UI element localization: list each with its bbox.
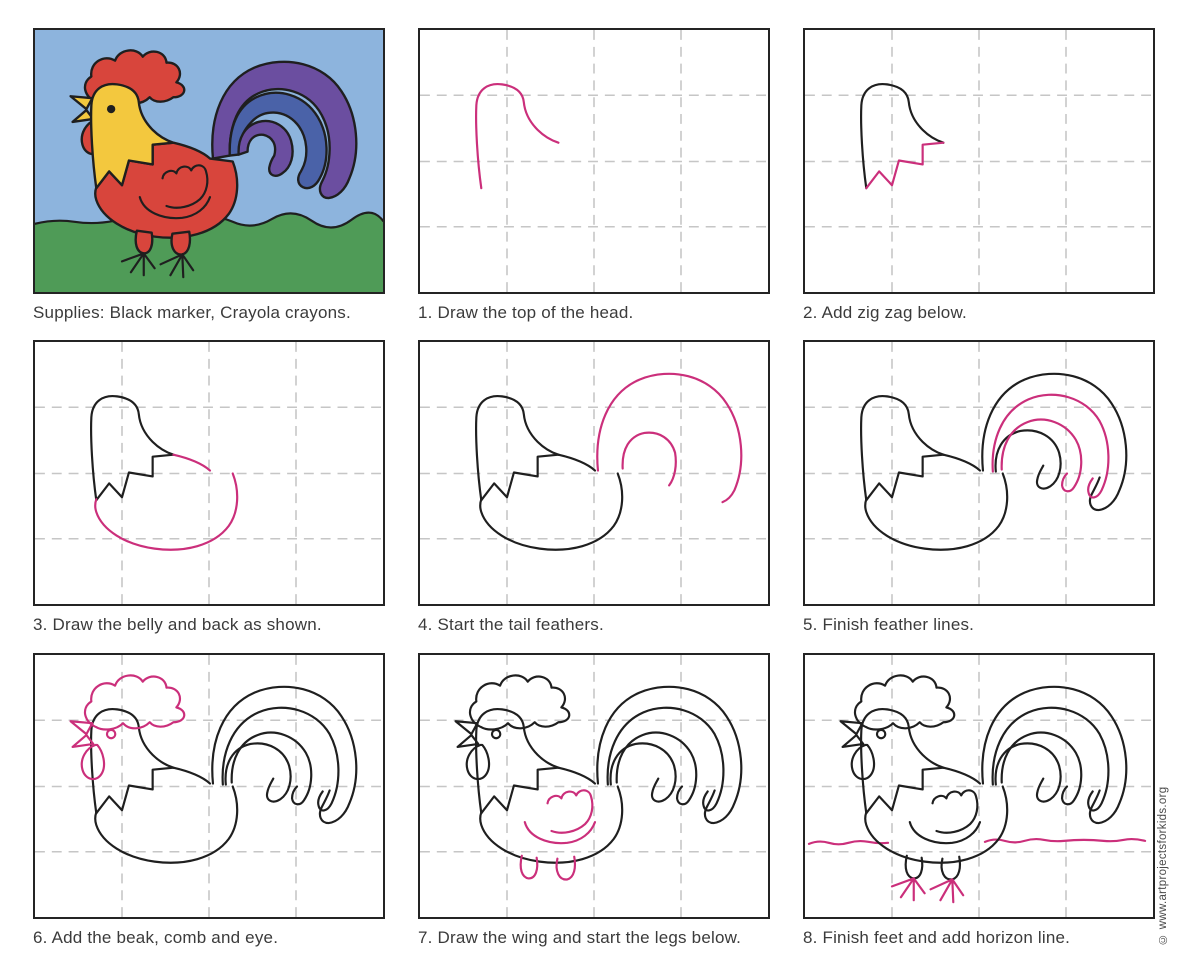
step-panel <box>803 340 1155 606</box>
step-panel <box>418 28 770 294</box>
caption-step-4: 4. Start the tail feathers. <box>418 615 604 635</box>
caption-step-3: 3. Draw the belly and back as shown. <box>33 615 322 635</box>
panel-step-2 <box>803 28 1155 323</box>
colored-example-panel <box>33 28 385 294</box>
caption-step-7: 7. Draw the wing and start the legs below. <box>418 927 742 947</box>
panel-step-1 <box>418 28 770 323</box>
caption-supplies: Supplies: Black marker, Crayola crayons. <box>33 303 351 322</box>
panel-step-7 <box>418 653 770 948</box>
step-6-drawing <box>35 655 383 917</box>
caption-step-1: 1. Draw the top of the head. <box>418 303 634 322</box>
caption-step-8: 8. Finish feet and add horizon line. <box>803 927 1071 947</box>
step-panel <box>418 340 770 606</box>
panel-supplies <box>33 28 385 323</box>
step-panel <box>803 653 1155 919</box>
step-panel <box>803 28 1155 294</box>
panel-step-4 <box>418 340 770 635</box>
copyright-watermark: © www.artprojectsforkids.org <box>1157 786 1169 945</box>
step-7-drawing <box>420 655 768 917</box>
step-panel <box>33 340 385 606</box>
panel-step-8 <box>803 653 1155 948</box>
step-panel <box>418 653 770 919</box>
panel-step-3 <box>33 340 385 635</box>
caption-step-6: 6. Add the beak, comb and eye. <box>33 927 279 947</box>
panel-step-6 <box>33 653 385 948</box>
step-panel <box>33 653 385 919</box>
step-1-drawing <box>420 30 768 292</box>
step-2-drawing <box>805 30 1153 292</box>
caption-step-2: 2. Add zig zag below. <box>803 303 967 322</box>
step-4-drawing <box>420 342 768 604</box>
step-8-drawing <box>805 655 1153 917</box>
panel-step-5 <box>803 340 1155 635</box>
rooster-colored-drawing <box>35 30 383 292</box>
step-5-drawing <box>805 342 1153 604</box>
caption-step-5: 5. Finish feather lines. <box>803 615 975 635</box>
step-3-drawing <box>35 342 383 604</box>
